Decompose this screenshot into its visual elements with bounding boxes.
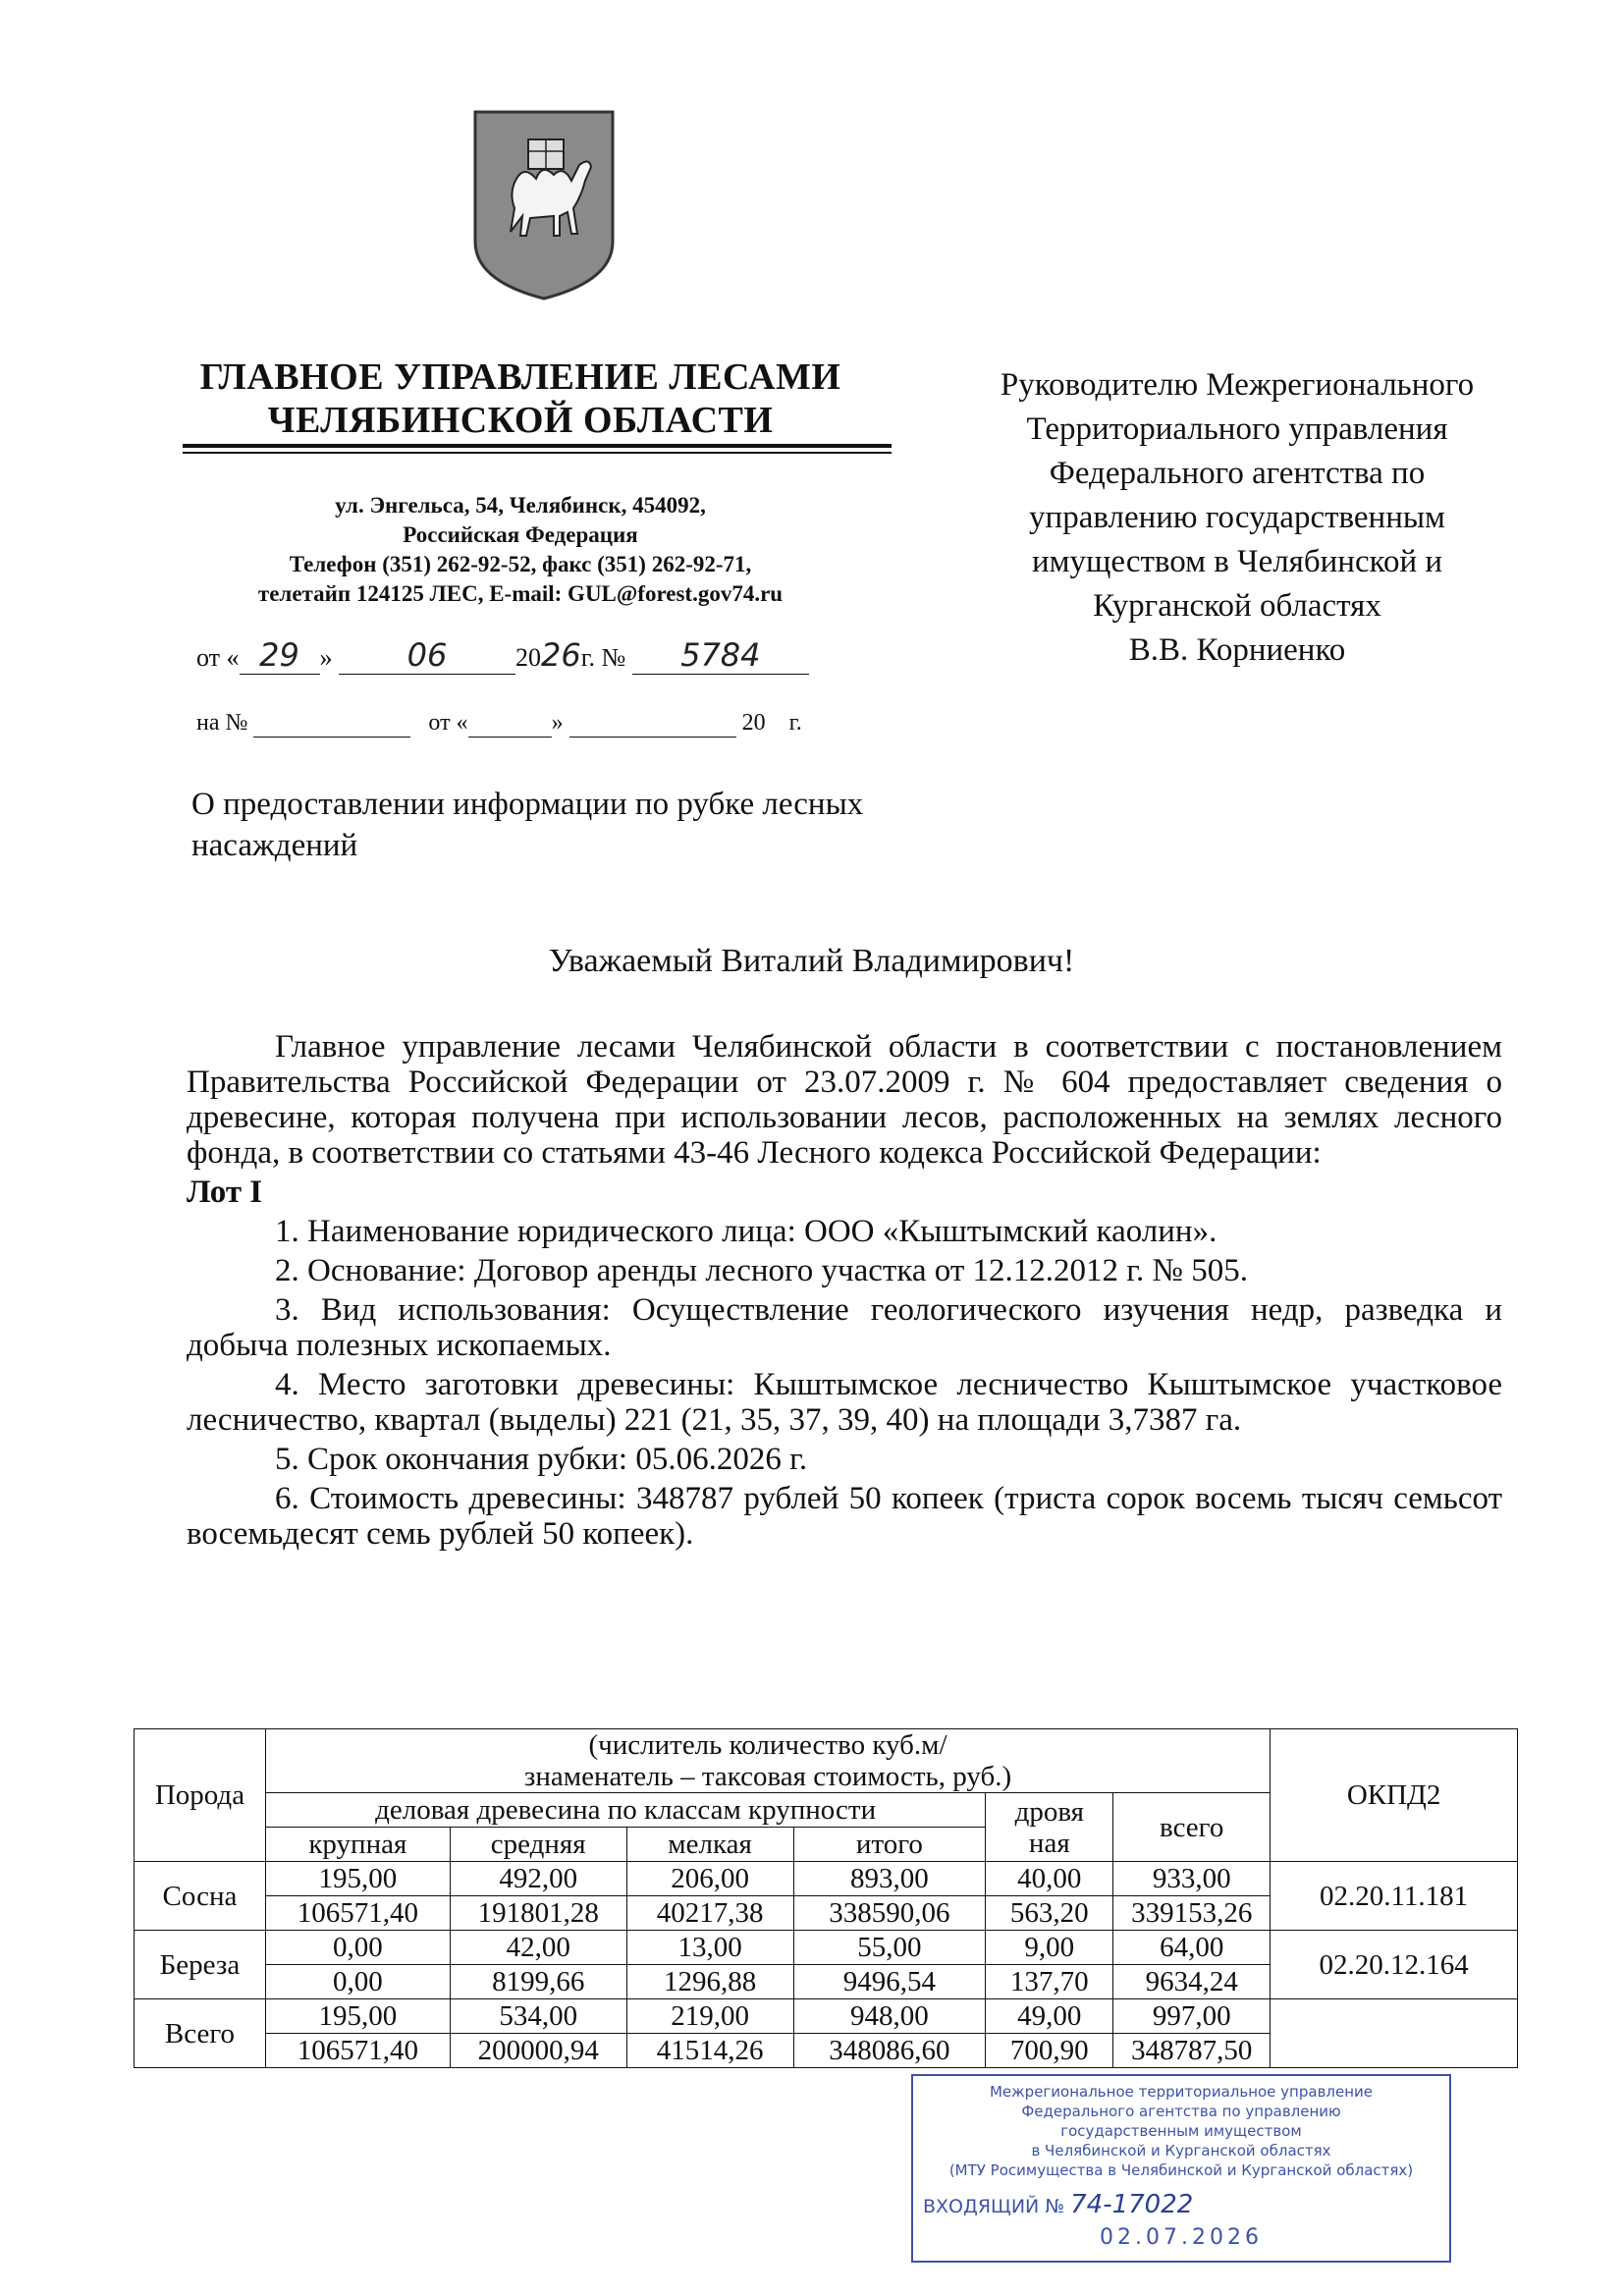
ot-mid: » bbox=[319, 643, 333, 672]
cell-volume: 219,00 bbox=[626, 1999, 793, 2034]
header-drov bbox=[986, 1793, 1113, 1862]
header-okpd: ОКПД2 bbox=[1271, 1729, 1518, 1862]
header-drov-line-2: ная bbox=[1028, 1827, 1070, 1859]
org-title-line-1: ГЛАВНОЕ УПРАВЛЕНИЕ ЛЕСАМИ bbox=[199, 356, 841, 398]
header-vsego: всего bbox=[1113, 1793, 1271, 1862]
outgoing-number: 5784 bbox=[632, 636, 809, 675]
cell-volume: 933,00 bbox=[1113, 1862, 1271, 1896]
cell-volume: 55,00 bbox=[793, 1931, 986, 1965]
letterhead-rule bbox=[183, 444, 892, 448]
cell-volume: 13,00 bbox=[626, 1931, 793, 1965]
year-suffix: г. bbox=[580, 643, 595, 672]
cell-volume: 893,00 bbox=[793, 1862, 986, 1896]
letter-body bbox=[187, 1029, 1502, 1556]
cell-cost: 338590,06 bbox=[793, 1896, 986, 1931]
header-group-line-2: знаменатель – таксовая стоимость, руб.) bbox=[523, 1761, 1012, 1792]
header-melkaya: мелкая bbox=[626, 1828, 793, 1862]
cell-cost: 40217,38 bbox=[626, 1896, 793, 1931]
lot-heading: Лот I bbox=[187, 1175, 263, 1210]
letter-subject: О предоставлении информации по рубке лесных насаждений bbox=[191, 787, 864, 863]
stamp-date: 02.07.2026 bbox=[1100, 2225, 1263, 2250]
chelyabinsk-emblem-icon bbox=[469, 106, 619, 302]
cell-volume: 40,00 bbox=[986, 1862, 1113, 1896]
recipient-line-2: Территориального управления bbox=[1026, 411, 1448, 447]
header-group-line-1: (числитель количество куб.м/ bbox=[588, 1729, 947, 1761]
cell-cost: 191801,28 bbox=[450, 1896, 626, 1931]
cell-cost: 348086,60 bbox=[793, 2034, 986, 2068]
ref-year-label: 20 bbox=[741, 710, 766, 736]
cell-volume: 997,00 bbox=[1113, 1999, 1271, 2034]
row-okpd: 02.20.11.181 bbox=[1271, 1862, 1518, 1931]
address-line-1: ул. Энгельса, 54, Челябинск, 454092, bbox=[335, 493, 706, 518]
header-krupnaya: крупная bbox=[265, 1828, 450, 1862]
cell-volume: 206,00 bbox=[626, 1862, 793, 1896]
recipient-line-3: Федерального агентства по bbox=[1049, 456, 1426, 491]
ref-ot-label: от « bbox=[428, 710, 468, 736]
row-name: Береза bbox=[135, 1931, 266, 1999]
outgoing-day: 29 bbox=[240, 636, 320, 675]
cell-volume: 0,00 bbox=[265, 1931, 450, 1965]
cell-volume: 195,00 bbox=[265, 1999, 450, 2034]
header-group bbox=[265, 1729, 1270, 1793]
incoming-stamp bbox=[911, 2074, 1451, 2263]
body-intro: Главное управление лесами Челябинской области в соответствии с постановлением Правительства Российской Федерации от 23.07.2009 г. № 604 предоставляет сведения о древесине, которая получена при использовании лесов, расположенных на землях лесного фонда, в соответствии со статьями 43-46 Лесного кодекса Российской Федерации: bbox=[187, 1029, 1502, 1171]
cell-volume: 948,00 bbox=[793, 1999, 986, 2034]
stamp-line-3: государственным имуществом bbox=[1060, 2122, 1302, 2140]
cell-cost: 106571,40 bbox=[265, 2034, 450, 2068]
cell-volume: 492,00 bbox=[450, 1862, 626, 1896]
cell-cost: 8199,66 bbox=[450, 1965, 626, 1999]
cell-cost: 348787,50 bbox=[1113, 2034, 1271, 2068]
recipient-line-1: Руководителю Межрегионального bbox=[1000, 367, 1475, 403]
year-prefix: 20 bbox=[515, 643, 542, 672]
recipient-block bbox=[933, 363, 1542, 673]
row-okpd: 02.20.12.164 bbox=[1271, 1931, 1518, 1999]
cell-cost: 1296,88 bbox=[626, 1965, 793, 1999]
body-item-5: 5. Срок окончания рубки: 05.06.2026 г. bbox=[275, 1442, 808, 1477]
cell-cost: 137,70 bbox=[986, 1965, 1113, 1999]
number-label: № bbox=[601, 643, 626, 672]
outgoing-date-number bbox=[196, 636, 809, 675]
header-srednyaya: средняя bbox=[450, 1828, 626, 1862]
org-title-line-2: ЧЕЛЯБИНСКОЙ ОБЛАСТИ bbox=[267, 400, 774, 441]
cell-volume: 534,00 bbox=[450, 1999, 626, 2034]
stamp-incoming bbox=[923, 2190, 1439, 2219]
stamp-incoming-label: ВХОДЯЩИЙ № bbox=[923, 2196, 1065, 2217]
cell-cost: 0,00 bbox=[265, 1965, 450, 1999]
body-item-1: 1. Наименование юридического лица: ООО «Кыштымский каолин». bbox=[275, 1214, 1217, 1249]
table-row bbox=[135, 1999, 1518, 2034]
cell-volume: 9,00 bbox=[986, 1931, 1113, 1965]
organization-address bbox=[157, 491, 884, 609]
body-item-3: 3. Вид использования: Осуществление геологического изучения недр, разведка и добыча полезных ископаемых. bbox=[187, 1292, 1502, 1363]
ref-g: г. bbox=[788, 710, 802, 736]
cell-cost: 339153,26 bbox=[1113, 1896, 1271, 1931]
cell-volume: 42,00 bbox=[450, 1931, 626, 1965]
address-line-3: Телефон (351) 262-92-52, факс (351) 262-92-71, bbox=[289, 552, 752, 576]
body-item-2: 2. Основание: Договор аренды лесного участка от 12.12.2012 г. № 505. bbox=[275, 1253, 1249, 1288]
table-row bbox=[135, 1931, 1518, 1965]
header-drov-line-1: дровя bbox=[1014, 1795, 1084, 1828]
organization-title bbox=[157, 355, 884, 442]
table-row bbox=[135, 1862, 1518, 1896]
stamp-incoming-number: 74-17022 bbox=[1070, 2190, 1194, 2219]
na-label: на № bbox=[196, 710, 248, 736]
cell-volume: 49,00 bbox=[986, 1999, 1113, 2034]
outgoing-month: 06 bbox=[339, 636, 515, 675]
outgoing-year: 26 bbox=[541, 636, 581, 674]
cell-cost: 106571,40 bbox=[265, 1896, 450, 1931]
row-name: Сосна bbox=[135, 1862, 266, 1931]
recipient-line-5: имуществом в Челябинской и bbox=[1031, 544, 1443, 579]
stamp-line-2: Федерального агентства по управлению bbox=[1021, 2103, 1341, 2120]
recipient-line-6: Курганской областях bbox=[1093, 588, 1381, 624]
row-name: Всего bbox=[135, 1999, 266, 2068]
header-delovaya: деловая древесина по классам крупности bbox=[265, 1793, 985, 1828]
header-itogo: итого bbox=[793, 1828, 986, 1862]
cell-cost: 9496,54 bbox=[793, 1965, 986, 1999]
row-okpd bbox=[1271, 1999, 1518, 2068]
reference-line bbox=[196, 710, 802, 738]
recipient-name: В.В. Корниенко bbox=[1128, 632, 1346, 668]
stamp-line-1: Межрегиональное территориальное управление bbox=[989, 2083, 1374, 2101]
recipient-line-4: управлению государственным bbox=[1029, 500, 1445, 535]
address-line-2: Российская Федерация bbox=[403, 522, 638, 547]
header-poroda: Порода bbox=[135, 1729, 266, 1862]
cell-cost: 563,20 bbox=[986, 1896, 1113, 1931]
ot-prefix: от « bbox=[196, 643, 240, 672]
cell-cost: 9634,24 bbox=[1113, 1965, 1271, 1999]
body-item-4: 4. Место заготовки древесины: Кыштымское лесничество Кыштымское участковое лесничество, квартал (выделы) 221 (21, 35, 37, 39, 40) на площади 3,7387 га. bbox=[187, 1367, 1502, 1438]
cell-cost: 41514,26 bbox=[626, 2034, 793, 2068]
cell-cost: 700,90 bbox=[986, 2034, 1113, 2068]
ref-close: » bbox=[551, 710, 564, 736]
cell-volume: 64,00 bbox=[1113, 1931, 1271, 1965]
stamp-line-5: (МТУ Росимущества в Челябинской и Курганской областях) bbox=[948, 2161, 1414, 2179]
cell-volume: 195,00 bbox=[265, 1862, 450, 1896]
greeting: Уважаемый Виталий Владимирович! bbox=[548, 943, 1075, 979]
stamp-line-4: в Челябинской и Курганской областях bbox=[1031, 2142, 1331, 2159]
wood-volume-table bbox=[134, 1728, 1518, 2068]
address-line-4: телетайп 124125 ЛЕС, E-mail: GUL@forest.gov74.ru bbox=[257, 581, 784, 606]
body-item-6: 6. Стоимость древесины: 348787 рублей 50 копеек (триста сорок восемь тысяч семьсот восемьдесят семь рублей 50 копеек). bbox=[187, 1481, 1502, 1552]
letterhead-rule-thin bbox=[183, 452, 892, 454]
cell-cost: 200000,94 bbox=[450, 2034, 626, 2068]
